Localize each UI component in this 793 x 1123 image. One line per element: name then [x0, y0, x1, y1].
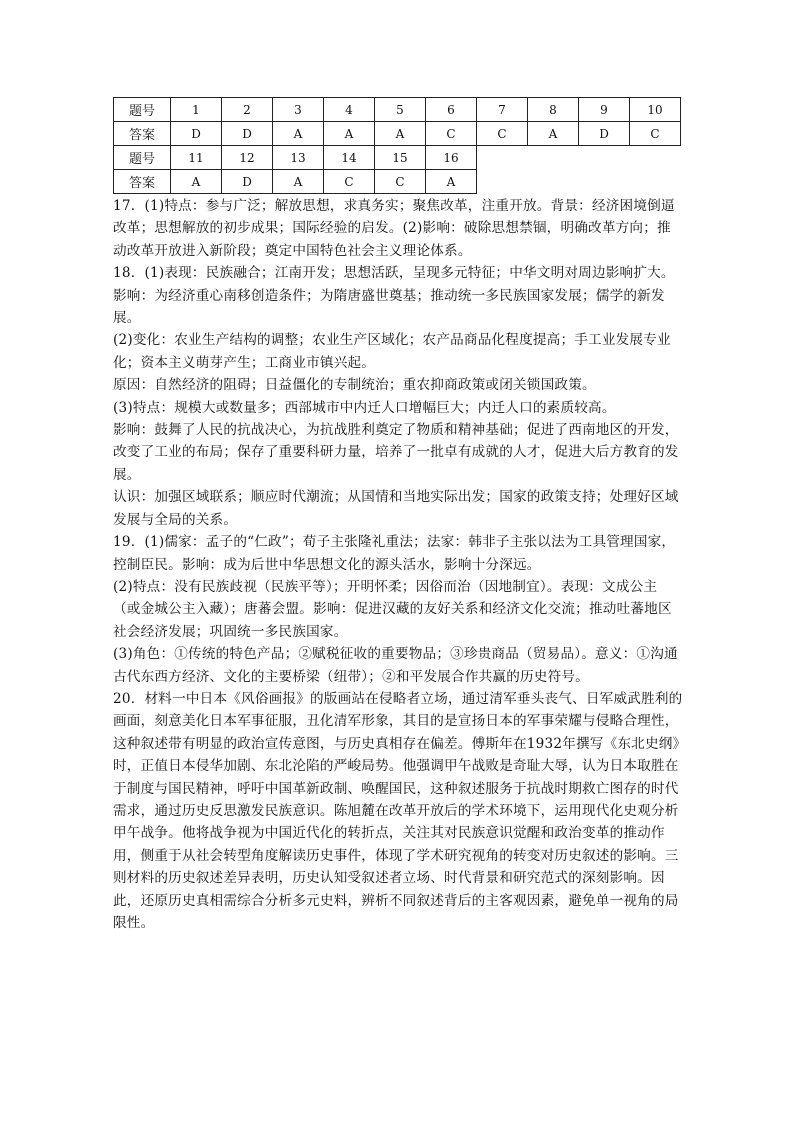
- question-number: 9: [579, 98, 630, 122]
- answer-paragraph: 认识：加强区域联系；顺应时代潮流；从国情和当地实际出发；国家的政策支持；处理好区域发展与全局的关系。: [113, 489, 679, 528]
- answer-paragraph: (3)特点：规模大或数量多；西部城市中内迁人口增幅巨大；内迁人口的素质较高。: [113, 399, 616, 416]
- answer-paragraph: 影响：鼓舞了人民的抗战决心，为抗战胜利奠定了物质和精神基础；促进了西南地区的开发，改变了工业的布局；保存了重要科研力量，培养了一批卓有成就的人才，促进大后方教育的发展。: [113, 422, 679, 483]
- question-number: 10: [630, 98, 681, 122]
- answer-value: A: [273, 170, 324, 194]
- table-row: [114, 146, 681, 170]
- answer-value: D: [222, 170, 273, 194]
- answer-value: C: [375, 170, 426, 194]
- answer-value: A: [375, 122, 426, 146]
- answer-value: A: [426, 170, 477, 194]
- question-number: 14: [324, 146, 375, 170]
- question-label: 题号: [114, 98, 171, 122]
- question-number: 1: [171, 98, 222, 122]
- answer-table: [113, 97, 681, 194]
- answer-value: C: [630, 122, 681, 146]
- answer-value: C: [426, 122, 477, 146]
- question-number: 7: [477, 98, 528, 122]
- question-number: 2: [222, 98, 273, 122]
- answer-value: D: [579, 122, 630, 146]
- answer-value: A: [273, 122, 324, 146]
- answer-paragraph: 20．材料一中日本《风俗画报》的版画站在侵略者立场，通过清军垂头丧气、日军威武胜利的画面，刻意美化日本军事征服，丑化清军形象，其目的是宣扬日本的军事荣耀与侵略合理性，这种叙述带有明显的政治宣传意图，与历史真相存在偏差。傅斯年在1932年撰写《东北史纲》时，正值日本侵华加剧、东北沦陷的严峻局势。他强调甲午战败是奇耻大辱，认为日本取胜在于制度与国民精神，呼吁中国革新政制、唤醒国民，这种叙述服务于抗战时期救亡图存的时代需求，通过历史反思激发民族意识。陈旭麓在改革开放后的学术环境下，运用现代化史观分析甲午战争。他将战争视为中国近代化的转折点，关注其对民族意识觉醒和政治变革的推动作用，侧重于从社会转型角度解读历史事件，体现了学术研究视角的转变对历史叙述的影响。三则材料的历史叙述差异表明，历史认知受叙述者立场、时代背景和研究范式的深刻影响。因此，还原历史真相需综合分析多元史料，辨析不同叙述背后的主客观因素，避免单一视角的局限性。: [113, 690, 683, 931]
- question-label: 题号: [114, 146, 171, 170]
- question-number: 15: [375, 146, 426, 170]
- answer-value: A: [324, 122, 375, 146]
- table-row: [114, 170, 681, 194]
- answer-paragraph: 原因：自然经济的阻碍；日益僵化的专制统治；重农抑商政策或闭关锁国政策。: [113, 377, 596, 394]
- answer-value: D: [171, 122, 222, 146]
- answer-value: D: [222, 122, 273, 146]
- answer-paragraph: (3)角色：①传统的特色产品；②赋税征收的重要物品；③珍贵商品（贸易品）。意义：①沟通古代东西方经济、文化的主要桥梁（纽带）；②和平发展合作共赢的历史符号。: [113, 646, 678, 685]
- question-number: 3: [273, 98, 324, 122]
- question-number: 4: [324, 98, 375, 122]
- table-blank: [477, 146, 681, 170]
- answer-paragraph: 18．(1)表现：民族融合；江南开发；思想活跃，呈现多元特征；中华文明对周边影响扩大。影响：为经济重心南移创造条件；为隋唐盛世奠基；推动统一多民族国家发展；儒学的新发展。: [113, 265, 675, 327]
- answer-paragraph: (2)变化：农业生产结构的调整；农业生产区域化；农产品商品化程度提高；手工业发展专业化；资本主义萌芽产生；工商业市镇兴起。: [113, 332, 671, 371]
- answer-page: [113, 97, 683, 934]
- table-row: [114, 98, 681, 122]
- answer-label: 答案: [114, 170, 171, 194]
- answer-paragraph: 19．(1)儒家：孟子的“仁政”；荀子主张隆礼重法；法家：韩非子主张以法为工具管理国家，控制臣民。影响：成为后世中华思想文化的源头活水，影响十分深远。: [113, 534, 676, 573]
- answer-value: A: [528, 122, 579, 146]
- question-number: 13: [273, 146, 324, 170]
- question-number: 6: [426, 98, 477, 122]
- question-number: 5: [375, 98, 426, 122]
- answer-value: A: [171, 170, 222, 194]
- answer-value: C: [324, 170, 375, 194]
- answer-paragraph: (2)特点：没有民族歧视（民族平等）；开明怀柔；因俗而治（因地制宜）。表现：文成公主（或金城公主入藏）；唐蕃会盟。影响：促进汉藏的友好关系和经济文化交流；推动吐蕃地区社会经济发展；巩固统一多民族国家。: [113, 578, 672, 640]
- table-blank: [477, 170, 681, 194]
- question-number: 16: [426, 146, 477, 170]
- answer-label: 答案: [114, 122, 171, 146]
- question-number: 11: [171, 146, 222, 170]
- question-number: 8: [528, 98, 579, 122]
- answer-explanations: [113, 195, 683, 934]
- answer-paragraph: 17．(1)特点：参与广泛；解放思想，求真务实；聚焦改革，注重开放。背景：经济困境倒逼改革；思想解放的初步成果；国际经验的启发。(2)影响：破除思想禁锢，明确改革方向；推动改革开放进入新阶段；奠定中国特色社会主义理论体系。: [113, 198, 675, 259]
- question-number: 12: [222, 146, 273, 170]
- table-row: [114, 122, 681, 146]
- answer-value: C: [477, 122, 528, 146]
